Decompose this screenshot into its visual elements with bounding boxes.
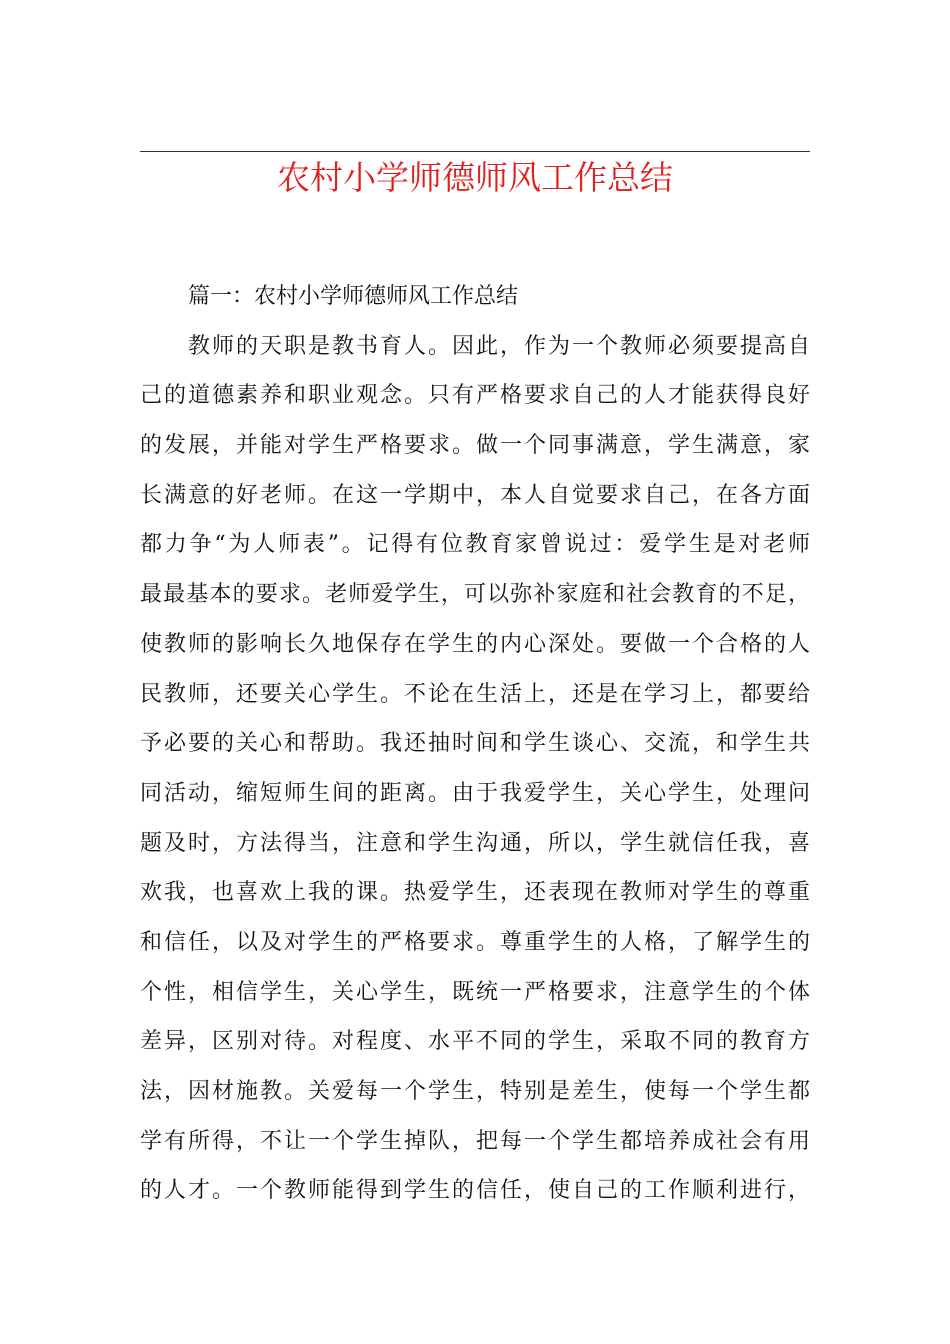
paragraph-line: 最最基本的要求。老师爱学生，可以弥补家庭和社会教育的不足，: [140, 582, 810, 608]
paragraph-line: 法，因材施教。关爱每一个学生，特别是差生，使每一个学生都: [140, 1079, 810, 1104]
paragraph-line: 民教师，还要关心学生。不论在生活上，还是在学习上，都要给: [140, 681, 810, 707]
paragraph-line: 的人才。一个教师能得到学生的信任，使自己的工作顺利进行，: [140, 1178, 810, 1204]
paragraph-line: 个性，相信学生，关心学生，既统一严格要求，注意学生的个体: [140, 979, 810, 1005]
paragraph-line: 都力争“为人师表”。记得有位教育家曾说过：爱学生是对老师: [140, 532, 810, 558]
paragraph-line: 教师的天职是教书育人。因此，作为一个教师必须要提高自: [188, 333, 810, 359]
paragraph-line: 欢我，也喜欢上我的课。热爱学生，还表现在教师对学生的尊重: [140, 880, 810, 906]
paragraph-line: 学有所得，不让一个学生掉队，把每一个学生都培养成社会有用: [140, 1128, 810, 1154]
paragraph-line: 的发展，并能对学生严格要求。做一个同事满意，学生满意，家: [140, 433, 810, 459]
paragraph-line: 和信任，以及对学生的严格要求。尊重学生的人格，了解学生的: [140, 929, 810, 955]
paragraph-line: 题及时，方法得当，注意和学生沟通，所以，学生就信任我，喜: [140, 830, 810, 856]
paragraph-line: 同活动，缩短师生间的距离。由于我爱学生，关心学生，处理问: [140, 780, 810, 806]
paragraph-line: 己的道德素养和职业观念。只有严格要求自己的人才能获得良好: [140, 383, 810, 409]
document-title: 农村小学师德师风工作总结: [277, 158, 673, 197]
paragraph-line: 长满意的好老师。在这一学期中，本人自觉要求自己，在各方面: [140, 482, 810, 508]
section-heading: 篇一：农村小学师德师风工作总结: [188, 284, 519, 309]
paragraph-line: 予必要的关心和帮助。我还抽时间和学生谈心、交流，和学生共: [140, 731, 810, 757]
paragraph-line: 使教师的影响长久地保存在学生的内心深处。要做一个合格的人: [140, 631, 810, 657]
paragraph-line: 差异，区别对待。对程度、水平不同的学生，采取不同的教育方: [140, 1029, 810, 1055]
document-body: [140, 272, 810, 1216]
